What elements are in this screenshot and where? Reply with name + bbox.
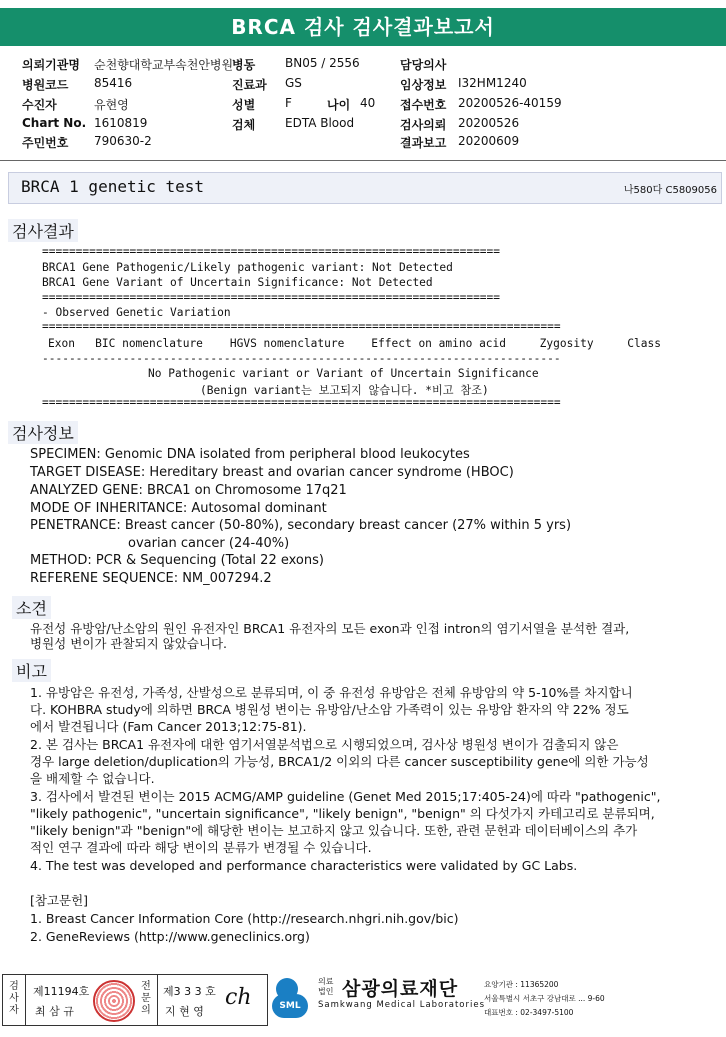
signature: ch: [225, 985, 252, 1010]
divider: [0, 160, 726, 161]
dept-value: GS: [285, 76, 302, 90]
results-heading: 검사결과: [8, 219, 78, 242]
expert-label: 전문의: [141, 981, 151, 1016]
reference-item: 1. Breast Cancer Information Core (http://research.nhgri.nih.gov/bic): [30, 911, 459, 926]
tester-label: 검사자: [9, 981, 19, 1016]
remarks-line: 을 배제할 수 없습니다.: [30, 771, 155, 786]
tester-name: 최 삼 규: [35, 1005, 74, 1018]
remarks-line: 2. 본 검사는 BRCA1 유전자에 대한 염기서열분석법으로 시행되었으며, 검사상 병원성 변이가 검출되지 않은: [30, 737, 619, 752]
footer: [0, 970, 726, 1028]
remarks-line: 4. The test was developed and performance characteristics were validated by GC Labs.: [30, 858, 578, 873]
remarks-line: "likely benign"과 "benign"에 해당한 변이는 보고하지 않고 있습니다. 또한, 관련 문헌과 데이터베이스의 추가: [30, 823, 638, 838]
results-vus: BRCA1 Gene Variant of Uncertain Significance: Not Detected: [42, 276, 433, 289]
ward-value: BN05 / 2556: [285, 56, 360, 70]
remarks-line: 경우 large deletion/duplication의 가능성, BRCA1/2 이외의 다른 cancer susceptibility gene에 의한 가능성: [30, 754, 649, 769]
results-pathogenic: BRCA1 Gene Pathogenic/Likely pathogenic variant: Not Detected: [42, 261, 453, 274]
rrn-label: 주민번호: [22, 136, 69, 150]
chart-value: 1610819: [94, 116, 148, 130]
table-header: Exon BIC nomenclature HGVS nomenclature Effect on amino acid Zygosity Class: [48, 337, 661, 350]
results-separator: ====================================================================: [42, 291, 501, 304]
sml-logo: [272, 976, 316, 1022]
age-label: 나이: [327, 98, 351, 112]
org-contact: 요양기관 : 11365200 서울특별시 서초구 강남대로 ... 9-60 대표번호 : 02-3497-5100: [484, 980, 605, 1017]
patient-value: 유현영: [94, 98, 129, 112]
dept-label: 진료과: [232, 78, 267, 92]
remarks-line: 적인 연구 결과에 따라 해당 변이의 분류가 변경될 수 있습니다.: [30, 840, 372, 855]
info-target: TARGET DISEASE: Hereditary breast and ovarian cancer syndrome (HBOC): [30, 465, 514, 480]
seal-stamp: [93, 980, 135, 1022]
findings-line: 병원성 변이가 관찰되지 않았습니다.: [30, 636, 228, 651]
signature-box: [2, 974, 268, 1026]
report-label: 결과보고: [400, 136, 447, 150]
doctor-label: 담당의사: [400, 58, 447, 72]
info-penetrance-ovarian: ovarian cancer (24-40%): [128, 536, 290, 551]
patient-label: 수진자: [22, 98, 57, 112]
report-title: BRCA 검사 검사결과보고서: [0, 8, 726, 46]
hospital-code-value: 85416: [94, 76, 133, 90]
logo-text: SML: [272, 994, 308, 1018]
remarks-line: "likely pathogenic", "uncertain significance", "likely benign", "benign" 의 다섯가지 카테고리로 분류되며,: [30, 806, 655, 821]
rrn-value: 790630-2: [94, 134, 152, 148]
expert-license: 제3 3 3 호: [163, 985, 216, 998]
institution-value: 순천향대학교부속천안병원: [94, 58, 234, 72]
specimen-label: 검체: [232, 118, 256, 132]
ward-label: 병동: [232, 58, 256, 72]
specimen-value: EDTA Blood: [285, 116, 355, 130]
info-gene: ANALYZED GENE: BRCA1 on Chromosome 17q21: [30, 483, 347, 498]
clinical-value: I32HM1240: [458, 76, 527, 90]
chart-label: Chart No.: [22, 116, 87, 130]
remarks-line: 에서 발견됩니다 (Fam Cancer 2013;12:75-81).: [30, 719, 307, 734]
remarks-line: 3. 검사에서 발견된 변이는 2015 ACMG/AMP guideline (Genet Med 2015;17:405-24)에 따라 "pathogenic",: [30, 789, 661, 804]
results-separator: ====================================================================: [42, 245, 501, 258]
test-code: 나580다 C5809056: [623, 185, 717, 196]
request-label: 검사의뢰: [400, 118, 447, 132]
expert-name: 지 현 영: [165, 1005, 204, 1018]
receipt-value: 20200526-40159: [458, 96, 562, 110]
table-separator: =============================================================================: [42, 320, 561, 333]
info-method: METHOD: PCR & Sequencing (Total 22 exons): [30, 553, 324, 568]
clinical-label: 임상정보: [400, 78, 447, 92]
request-date: 20200526: [458, 116, 520, 130]
test-header: [8, 172, 722, 204]
org-prefix: 의료 법인: [318, 977, 334, 996]
info-mode: MODE OF INHERITANCE: Autosomal dominant: [30, 501, 327, 516]
hospital-code-label: 병원코드: [22, 78, 69, 92]
tester-license: 제11194호: [33, 985, 90, 998]
info-specimen: SPECIMEN: Genomic DNA isolated from peripheral blood leukocytes: [30, 447, 470, 462]
findings-line: 유전성 유방암/난소암의 원인 유전자인 BRCA1 유전자의 모든 exon과 인접 intron의 염기서열을 분석한 결과,: [30, 621, 630, 636]
info-penetrance: PENETRANCE: Breast cancer (50-80%), secondary breast cancer (27% within 5 yrs): [30, 518, 572, 533]
table-dash: -----------------------------------------------------------------------------: [42, 352, 561, 365]
no-variant-text: No Pathogenic variant or Variant of Uncertain Significance: [148, 367, 539, 380]
org-english: Samkwang Medical Laboratories: [318, 1000, 486, 1010]
remarks-heading: 비고: [12, 659, 51, 682]
references-title: [참고문헌]: [30, 893, 89, 908]
remarks-line: 다. KOHBRA study에 의하면 BRCA 병원성 변이는 유방암/난소암 가족력이 있는 유방암 환자의 약 22% 정도: [30, 702, 629, 717]
sex-value: F: [285, 96, 292, 110]
observed-label: - Observed Genetic Variation: [42, 306, 231, 319]
test-name: BRCA 1 genetic test: [21, 177, 205, 196]
info-heading: 검사정보: [8, 421, 78, 444]
benign-note: (Benign variant는 보고되지 않습니다. *비고 참조): [200, 384, 489, 397]
institution-label: 의뢰기관명: [22, 58, 80, 72]
findings-heading: 소견: [12, 596, 51, 619]
org-name: 삼광의료재단: [342, 978, 459, 1000]
report-date: 20200609: [458, 134, 520, 148]
age-value: 40: [360, 96, 376, 110]
reference-item: 2. GeneReviews (http://www.geneclinics.org): [30, 929, 310, 944]
sex-label: 성별: [232, 98, 256, 112]
receipt-label: 접수번호: [400, 98, 447, 112]
table-separator: =============================================================================: [42, 396, 561, 409]
remarks-line: 1. 유방암은 유전성, 가족성, 산발성으로 분류되며, 이 중 유전성 유방암은 전체 유방암의 약 5-10%를 차지합니: [30, 685, 633, 700]
info-reference: REFERENE SEQUENCE: NM_007294.2: [30, 571, 272, 586]
